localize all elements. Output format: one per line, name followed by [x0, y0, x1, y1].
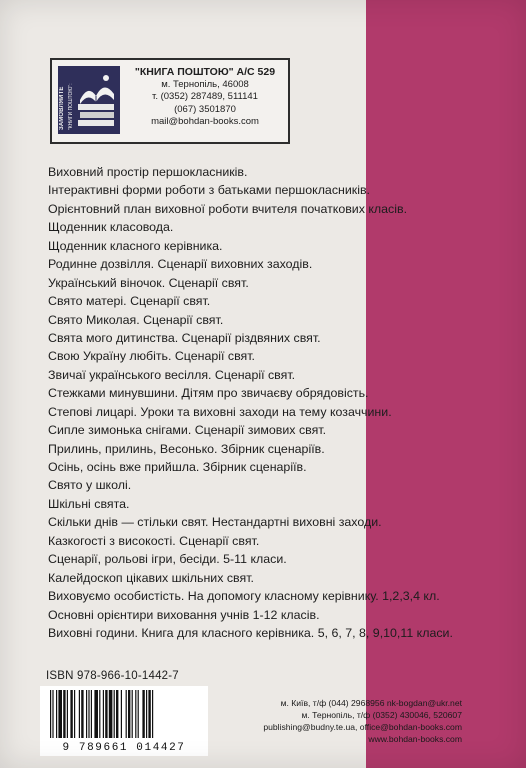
- book-title: Степові лицарі. Уроки та виховні заходи на тему козаччини.: [48, 404, 392, 419]
- book-title: Український віночок. Сценарії свят.: [48, 275, 249, 290]
- book-title: Сценарії, рольові ігри, бесіди. 5-11 класи.: [48, 552, 287, 567]
- mail-phone2: (067) 3501870: [174, 103, 236, 115]
- publisher-contacts: [220, 697, 462, 745]
- book-title: Щоденник класовода.: [48, 220, 174, 235]
- mail-city: м. Тернопіль, 46008: [161, 78, 249, 90]
- publisher-logo: [58, 66, 120, 134]
- mail-order-text: [126, 66, 284, 129]
- mail-email: mail@bohdan-books.com: [151, 116, 259, 127]
- contact-kyiv: м. Київ, т/ф (044) 2968956 nk-bogdan@ukr.net: [280, 698, 462, 708]
- contact-ternopil: м. Тернопіль, т/ф (0352) 430046, 520607: [301, 710, 462, 720]
- book-title: Звичаї українського весілля. Сценарії свят.: [48, 367, 296, 382]
- book-title: Свято матері. Сценарії свят.: [48, 294, 211, 309]
- mail-phone1: т. (0352) 287489, 511141: [152, 91, 258, 102]
- book-title: Калейдоскоп цікавих шкільних свят.: [48, 570, 254, 585]
- book-title: Свою Україну любіть. Сценарії свят.: [48, 349, 255, 364]
- book-title: Сипле зимонька снігами. Сценарії зимових свят.: [48, 423, 327, 438]
- book-title: Свята мого дитинства. Сценарії різдвяних свят.: [48, 330, 321, 345]
- isbn-label: ISBN 978-966-10-1442-7: [46, 670, 179, 682]
- book-title: Виховний простір першокласників.: [48, 165, 248, 179]
- contact-email: publishing@budny.te.ua, office@bohdan-books.com: [263, 722, 462, 732]
- book-title: Скільки днів — стільки свят. Нестандартні виховні заходи.: [48, 515, 382, 530]
- book-title: Виховуємо особистість. На допомогу класному керівнику. 1,2,3,4 кл.: [48, 589, 440, 604]
- contact-website: www.bohdan-books.com: [368, 734, 462, 744]
- logo-sub-text: "КНИГИ ПОШТОЮ":: [68, 83, 74, 130]
- book-title: Виховні години. Книга для класного керівника. 5, 6, 7, 8, 9,10,11 класи.: [48, 625, 453, 640]
- book-title: Родинне дозвілля. Сценарії виховних заходів.: [48, 257, 313, 272]
- book-title: Інтерактивні форми роботи з батьками першокласників.: [48, 183, 370, 198]
- books-icon: [76, 70, 118, 130]
- book-title: Шкільні свята.: [48, 496, 130, 511]
- barcode-bars: [48, 690, 200, 740]
- book-title: Стежками минувшини. Дітям про звичаєву обрядовість.: [48, 386, 369, 401]
- mail-title: "КНИГА ПОШТОЮ" А/С 529: [134, 66, 276, 78]
- book-title: Прилинь, прилинь, Весонько. Збірник сценаріїв.: [48, 441, 325, 456]
- barcode-number: 9 789661 014427: [62, 742, 186, 754]
- book-title: Казкогості з високості. Сценарії свят.: [48, 533, 260, 548]
- book-title: Осінь, осінь вже прийшла. Збірник сценаріїв.: [48, 460, 307, 474]
- book-title: Щоденник класного керівника.: [48, 238, 223, 253]
- book-title: Орієнтовний план виховної роботи вчителя початкових класів.: [48, 201, 408, 216]
- book-title: Свято у школі.: [48, 478, 132, 493]
- book-title: Свято Миколая. Сценарії свят.: [48, 312, 224, 327]
- book-list: [48, 163, 498, 642]
- book-title: Основні орієнтири виховання учнів 1-12 класів.: [48, 607, 320, 622]
- order-by-mail-box: [50, 58, 290, 144]
- logo-side-text: ЗАМОВЛЯЙТЕ: [59, 86, 65, 130]
- barcode: [40, 686, 208, 756]
